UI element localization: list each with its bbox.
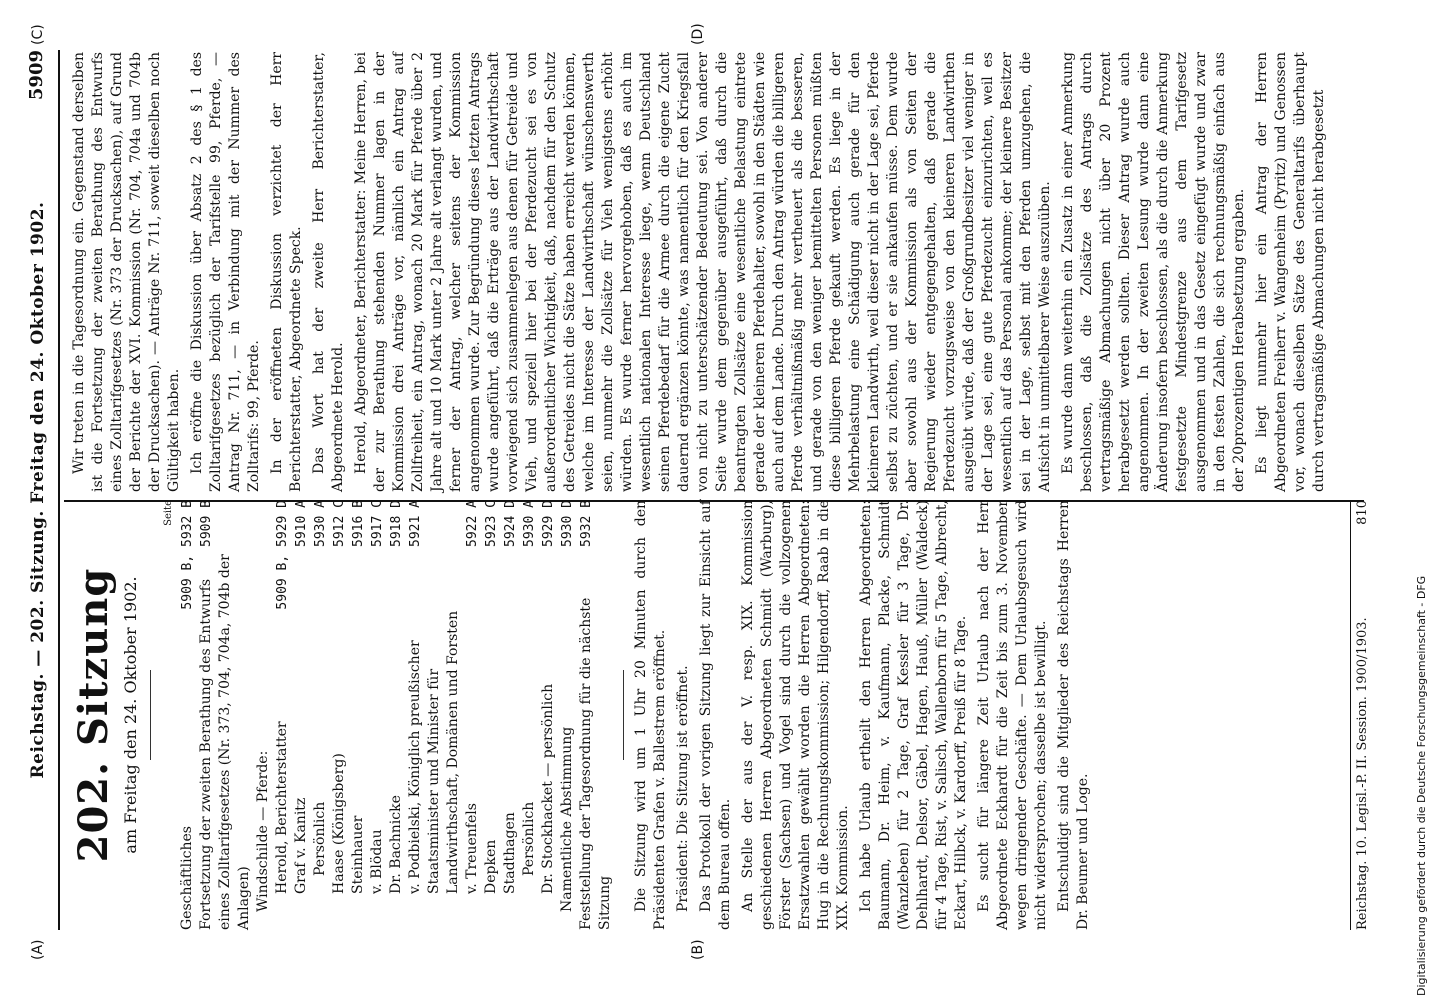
page-number: 5909 bbox=[26, 50, 47, 101]
toc-entry-text: Persönlich bbox=[312, 801, 328, 876]
left-footer bbox=[1350, 500, 1370, 930]
margin-mark-c: (C) bbox=[30, 24, 46, 45]
toc-seite-label: Seite bbox=[163, 500, 174, 526]
right-body bbox=[70, 52, 1329, 492]
toc-entry-page: 5916 B bbox=[351, 500, 366, 547]
toc-entry bbox=[387, 500, 406, 930]
toc-entry bbox=[330, 500, 349, 930]
toc-entry-page: 5929 D bbox=[541, 500, 556, 547]
toc-entry-text: Graf v. Kanitz bbox=[293, 797, 309, 894]
toc-entry-page: 5909 B, 5932 B bbox=[180, 500, 195, 610]
toc-entry-page: 5923 C bbox=[484, 500, 499, 547]
toc-rule bbox=[623, 670, 624, 760]
toc-entry-text: Depken bbox=[483, 839, 499, 894]
running-header bbox=[22, 50, 60, 930]
body-paragraph: Das Wort hat der zweite Herr Berichterstatter, Abgeordnete Herold. bbox=[311, 52, 346, 492]
toc-entry bbox=[463, 500, 482, 930]
running-title: Reichstag. — 202. Sitzung. Freitag den 24. Oktober 1902. bbox=[28, 201, 48, 779]
toc-entry-page: 5922 A bbox=[465, 500, 480, 547]
right-column bbox=[70, 52, 1370, 492]
body-paragraph: Die Sitzung wird um 1 Uhr 20 Minuten durch den Präsidenten Grafen v. Ballestrem eröffnet. bbox=[633, 500, 668, 930]
left-body bbox=[632, 500, 1093, 930]
toc-entry bbox=[368, 500, 387, 930]
toc-entry-page: 5930 A bbox=[522, 500, 537, 547]
toc-entry-page: 5909 B, 5929 D bbox=[275, 500, 290, 610]
body-paragraph: Wir treten in die Tagesordnung ein. Gegenstand derselben ist die Fortsetzung der zweiten Berathung des Entwurfs eines Zolltarifgesetzes (Nr. 373 der Drucksachen), auf Grund der Berichte der XVI. Kommission (Nr. 704, 704a und 704b der Drucksachen). — Anträge Nr. 711, soweit dieselben noch Gültigkeit haben. bbox=[71, 52, 182, 492]
toc-entry bbox=[406, 500, 463, 930]
footer-session: Reichstag. 10. Legisl.-P. II. Session. 1900/1903. bbox=[1355, 617, 1370, 930]
body-paragraph: Entschuldigt sind die Mitglieder des Reichstags Herren Dr. Beumer und Loge. bbox=[1056, 500, 1091, 930]
toc-entry bbox=[501, 500, 520, 930]
toc-entry-text: Herold, Berichterstatter bbox=[274, 721, 290, 894]
margin-mark-b: (B) bbox=[690, 939, 706, 960]
toc-entry-text: Steinhauer bbox=[350, 815, 366, 894]
toc-entry-text: Persönlich bbox=[521, 801, 537, 876]
table-of-contents bbox=[159, 500, 615, 930]
toc-entry-text: Dr. Bachnicke bbox=[388, 795, 404, 894]
toc-entry bbox=[539, 500, 558, 930]
toc-entry bbox=[577, 500, 615, 930]
toc-entry-text: v. Treuenfels bbox=[464, 803, 480, 894]
toc-entry-text: Geschäftliches bbox=[179, 826, 195, 930]
body-paragraph: In der eröffneten Diskussion verzichtet der Herr Berichterstatter, Abgeordnete Speck. bbox=[269, 52, 304, 492]
toc-entry-page: 5924 D bbox=[503, 500, 518, 547]
toc-entry bbox=[254, 500, 273, 930]
toc-entry-page: 5930 D bbox=[560, 500, 575, 547]
toc-entry-page: 5912 C bbox=[332, 500, 347, 547]
margin-mark-d: (D) bbox=[690, 23, 706, 45]
toc-entry-text: v. Podbielski, Königlich preußischer Staatsminister und Minister für Landwirthschaft, Domänen und Forsten bbox=[407, 610, 461, 894]
toc-entry bbox=[197, 500, 254, 930]
dfg-note: Digitalisierung gefördert durch die Deutsche Forschungsgemeinschaft - DFG bbox=[1415, 575, 1428, 996]
body-paragraph: Es liegt nunmehr hier ein Antrag der Herren Abgeordneten Freiherr v. Wangenheim (Pyritz) und Genossen vor, wonach dieselben Sätze des Generaltarifs überhaupt durch vertragsmäßige Abmachungen nicht herabgesetzt bbox=[1254, 52, 1327, 492]
toc-entry-text: Dr. Stockhacket — persönlich bbox=[540, 683, 556, 894]
toc-entry-text: Fortsetzung der zweiten Berathung des Entwurfs eines Zolltarifgesetzes (Nr. 373, 704, 704a, 704b der Anlagen) bbox=[198, 554, 252, 930]
body-paragraph: Es wurde dann weiterhin ein Zusatz in einer Anmerkung beschlossen, daß die Zollsätze des Antrags durch vertragsmäßige Abmachungen nicht über 20 Prozent herabgesetzt werden sollten. Dieser Antrag wurde auch angenommen. In der zweiten Lesung wurde dann eine Änderung insofern beschlossen, als die durch die Anmerkung festgesetzte Mindestgrenze aus dem Tarifgesetz ausgenommen und in das Gesetz eingefügt wurde und zwar in den festen Zahlen, die sich rechnungsmäßig einfach aus der 20prozentigen Herabsetzung ergaben. bbox=[1060, 52, 1247, 492]
toc-entry bbox=[558, 500, 577, 930]
toc-entry-text: Feststellung der Tagesordnung für die nächste Sitzung bbox=[578, 597, 613, 930]
toc-entry-text: Haase (Königsberg) bbox=[331, 753, 347, 894]
toc-entry bbox=[292, 500, 311, 930]
toc-entry-page: 5917 C bbox=[370, 500, 385, 547]
toc-entry bbox=[349, 500, 368, 930]
toc-entry-page: 5930 A bbox=[313, 500, 328, 547]
toc-entry-text: Stadthagen bbox=[502, 812, 518, 894]
toc-entry bbox=[178, 500, 197, 930]
toc-entry bbox=[520, 500, 539, 930]
toc-entry bbox=[273, 500, 292, 930]
toc-entry-page: 5921 A bbox=[408, 500, 423, 547]
session-title: 202. Sitzung bbox=[70, 567, 117, 863]
title-rule bbox=[150, 670, 151, 760]
toc-entry-text: Namentliche Abstimmung bbox=[559, 726, 575, 912]
toc-entry-page: 5910 A bbox=[294, 500, 309, 547]
body-paragraph: Ich eröffne die Diskussion über Absatz 2 des § 1 des Zolltarifgesetzes bezüglich der Tarifstelle 99, Pferde, — Antrag Nr. 711, — in Verbindung mit der Nummer des Zolltarifs: 99, Pferde. bbox=[189, 52, 262, 492]
toc-entry-page: 5918 D bbox=[389, 500, 404, 547]
session-date: am Freitag den 24. Oktober 1902. bbox=[121, 576, 140, 854]
toc-entry-text: v. Blödau bbox=[369, 829, 385, 894]
footer-page-number: 810 bbox=[1355, 500, 1370, 525]
toc-entry-text: Windschilde — Pferde: bbox=[255, 750, 271, 912]
body-paragraph: Ich habe Urlaub ertheilt den Herren Abgeordneten: Baumann, Dr. Heim, v. Kaufmann, Placke, Schmidt (Wanzleben) für 2 Tage, Graf Kessler für 3 Tage, Dr. Dehlhardt, Delsor, Gäbel, Hagen, Hauß, Müller (Waldeck) für 4 Tage, Rist, v. Salisch, Wallenborn für 5 Tage, Albrecht, Eckart, Hilbck, v. Kardorff, Preiß für 8 Tage. bbox=[858, 500, 969, 930]
body-paragraph: Präsident: Die Sitzung ist eröffnet. bbox=[675, 665, 691, 912]
toc-entry bbox=[482, 500, 501, 930]
body-paragraph: Das Protokoll der vorigen Sitzung liegt zur Einsicht auf dem Bureau offen. bbox=[698, 500, 733, 930]
body-paragraph: Es sucht für längere Zeit Urlaub nach der Herr Abgeordnete Eckhardt für die Zeit bis zum 3. November wegen dringender Geschäfte. — Dem Urlaubsgesuch wird nicht widersprochen; dasselbe ist bewilligt. bbox=[976, 500, 1049, 930]
toc-entry-page: 5909 B bbox=[199, 500, 214, 547]
body-paragraph: An Stelle der aus der V. resp. XIX. Kommission geschiedenen Herren Abgeordneten Schmidt (Warburg), Förster (Sachsen) und Vogel sind durch die vollzogenen Ersatzwahlen gewählt worden die Herren Abgeordneten: Hug in die Rechnungskommission; Hilgendorff, Raab in die XIX. Kommission. bbox=[740, 500, 851, 930]
toc-entry bbox=[311, 500, 330, 930]
left-column bbox=[70, 500, 1370, 930]
body-paragraph: Herold, Abgeordneter, Berichterstatter: Meine Herren, bei der zur Berathung stehenden Nummer lagen in der Kommission drei Anträge vor, nämlich ein Antrag auf Zollfreiheit, ein Antrag, wonach 20 Mark für Pferde über 2 Jahre alt und 10 Mark unter 2 Jahre alt verlangt wurden, und ferner der Antrag, welcher seitens der Kommission angenommen wurde. Zur Begründung dieses letzten Antrags wurde angeführt, daß die Erträge aus der Landwirthschaft vorwiegend sich zusammenlegen aus denen für Getreide und Vieh, und speziell hier bei der Pferdezucht sei es von außerordentlicher Wichtigkeit, daß, nachdem für den Schutz des Getreides nicht die Sätze haben erreicht werden können, welche im Interesse der Landwirthschaft wünschenswerth seien, nunmehr die Zollsätze für Vieh wenigstens erhöht würden. Es wurde ferner hervorgehoben, daß es auch im wesentlich nationalen Interesse liege, wenn Deutschland seinen Pferdebedarf für die Armee durch die eigene Zucht dauernd ergänzen könnte, was namentlich für den Kriegsfall von nicht zu unterschätzender Bedeutung sei. Von anderer Seite wurde dem gegenüber ausgeführt, daß durch die beantragten Zollsätze eine wesentliche Belastung eintrete gerade der kleineren Pferdehalter, sowohl in den Städten wie auch auf dem Lande. Durch den Antrag würden die billigeren Pferde verhältnißmäßig mehr vertheuert als die besseren, und gerade von den weniger bemittelten Personen müßten diese billigeren Pferde gekauft werden. Es liege in der Mehrbelastung eine Schädigung auch gerade für den kleineren Landwirth, weil dieser nicht in der Lage sei, Pferde selbst zu züchten, und er sie ankaufen müsse. Dem wurde aber sowohl aus der Kommission als von Seiten der Regierung wieder entgegengehalten, daß gerade die Pferdezucht vorzugsweise von den kleineren Landwirthen ausgeübt würde, daß der Großgrundbesitzer viel weniger in der Lage sei, eine gute Pferdezucht einzurichten, weil es wesentlich auf das Personal ankomme; der kleinere Besitzer sei in der Lage, selbst mit den Pferden umzugehen, die Aufsicht in unmittelbarer Weise auszuüben. bbox=[353, 52, 1053, 492]
margin-mark-a: (A) bbox=[30, 939, 46, 960]
toc-entry-page: 5932 B bbox=[579, 500, 594, 547]
